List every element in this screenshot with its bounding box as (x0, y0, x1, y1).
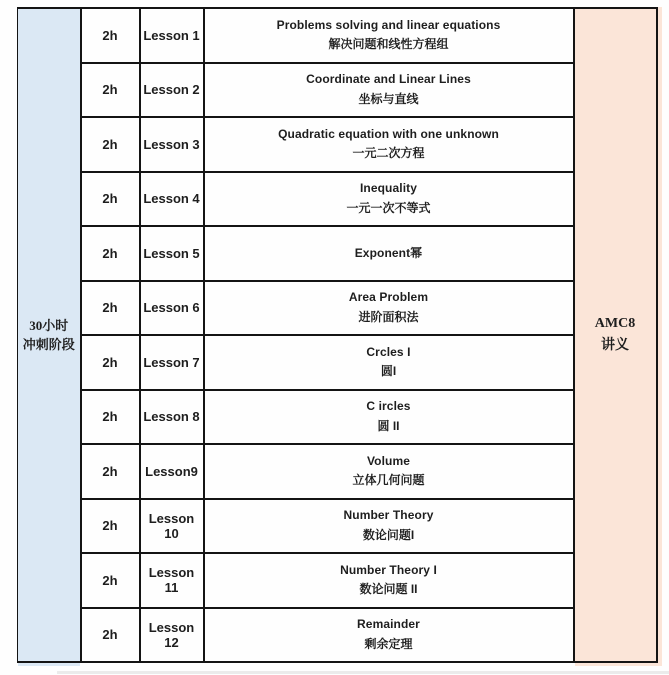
lesson-cell: Lesson 1 (140, 8, 204, 63)
lesson-cell: Lesson 11 (140, 553, 204, 608)
hours-cell: 2h (81, 499, 140, 554)
topic-english: Number Theory (343, 508, 434, 523)
table-row (18, 335, 657, 390)
hours-cell: 2h (81, 172, 140, 227)
topic-chinese: 解决问题和线性方程组 (328, 37, 449, 52)
hours-cell: 2h (81, 281, 140, 336)
topic-chinese: 剩余定理 (364, 636, 413, 651)
topic-english: Inequality (359, 181, 417, 196)
hours-cell: 2h (81, 390, 140, 445)
topic-cell (204, 553, 574, 608)
topic-cell (204, 499, 574, 554)
topic-cell (204, 444, 574, 499)
topic-english: Number Theory I (340, 562, 437, 577)
topic-english: Area Problem (348, 290, 429, 305)
topic-english: Remainder (357, 617, 420, 632)
table-row (18, 390, 657, 445)
topic-chinese: 数论问题 II (359, 582, 418, 597)
lesson-cell: Lesson 8 (140, 390, 204, 445)
topic-cell (204, 335, 574, 390)
material-type-label: 讲义 (601, 338, 629, 353)
topic-cell (204, 117, 574, 172)
hours-cell: 2h (81, 553, 140, 608)
topic-english: Crcles I (366, 344, 411, 359)
topic-cell (204, 390, 574, 445)
hours-cell: 2h (81, 444, 140, 499)
lesson-cell: Lesson 3 (140, 117, 204, 172)
lesson-cell: Lesson 7 (140, 335, 204, 390)
topic-chinese: 进阶面积法 (358, 309, 419, 324)
topic-chinese: 一元一次不等式 (346, 200, 431, 215)
table-row (18, 172, 657, 227)
material-cell (574, 8, 657, 662)
table-row (18, 8, 657, 63)
topic-cell (204, 172, 574, 227)
lesson-cell: Lesson 12 (140, 608, 204, 663)
topic-chinese: 圆I (380, 364, 397, 379)
topic-english: Exponent幂 (354, 245, 423, 260)
topic-english: Volume (366, 453, 411, 468)
phase-stage-label: 冲刺阶段 (22, 337, 75, 352)
lesson-cell: Lesson 6 (140, 281, 204, 336)
hours-cell: 2h (81, 608, 140, 663)
topic-chinese: 数论问题I (362, 527, 415, 542)
table-row (18, 444, 657, 499)
topic-cell (204, 281, 574, 336)
topic-chinese: 一元二次方程 (352, 146, 425, 161)
lesson-cell: Lesson 4 (140, 172, 204, 227)
hours-cell: 2h (81, 226, 140, 281)
hours-cell: 2h (81, 335, 140, 390)
topic-cell (204, 8, 574, 63)
hours-cell: 2h (81, 117, 140, 172)
hours-cell: 2h (81, 8, 140, 63)
topic-english: Problems solving and linear equations (276, 17, 501, 32)
topic-cell (204, 608, 574, 663)
phase-hours-label: 30小时 (29, 317, 69, 333)
topic-cell (204, 63, 574, 118)
lesson-cell: Lesson 2 (140, 63, 204, 118)
topic-chinese: 坐标与直线 (358, 91, 419, 106)
schedule-body (18, 8, 657, 662)
phase-cell (18, 8, 81, 662)
hours-cell: 2h (81, 63, 140, 118)
lesson-cell: Lesson9 (140, 444, 204, 499)
topic-english: Coordinate and Linear Lines (306, 72, 471, 87)
table-row (18, 281, 657, 336)
topic-chinese: 圆 II (377, 418, 400, 433)
topic-english: Quadratic equation with one unknown (278, 126, 499, 141)
table-row (18, 63, 657, 118)
material-name-label: AMC8 (594, 315, 636, 331)
lesson-cell: Lesson 5 (140, 226, 204, 281)
course-schedule-table (17, 7, 658, 663)
topic-chinese: 立体几何问题 (352, 473, 425, 488)
table-row (18, 608, 657, 663)
topic-english: C ircles (366, 399, 411, 414)
table-row (18, 117, 657, 172)
page-bottom-divider (57, 671, 669, 674)
table-row (18, 226, 657, 281)
table-row (18, 553, 657, 608)
lesson-cell: Lesson 10 (140, 499, 204, 554)
topic-cell (204, 226, 574, 281)
table-row (18, 499, 657, 554)
